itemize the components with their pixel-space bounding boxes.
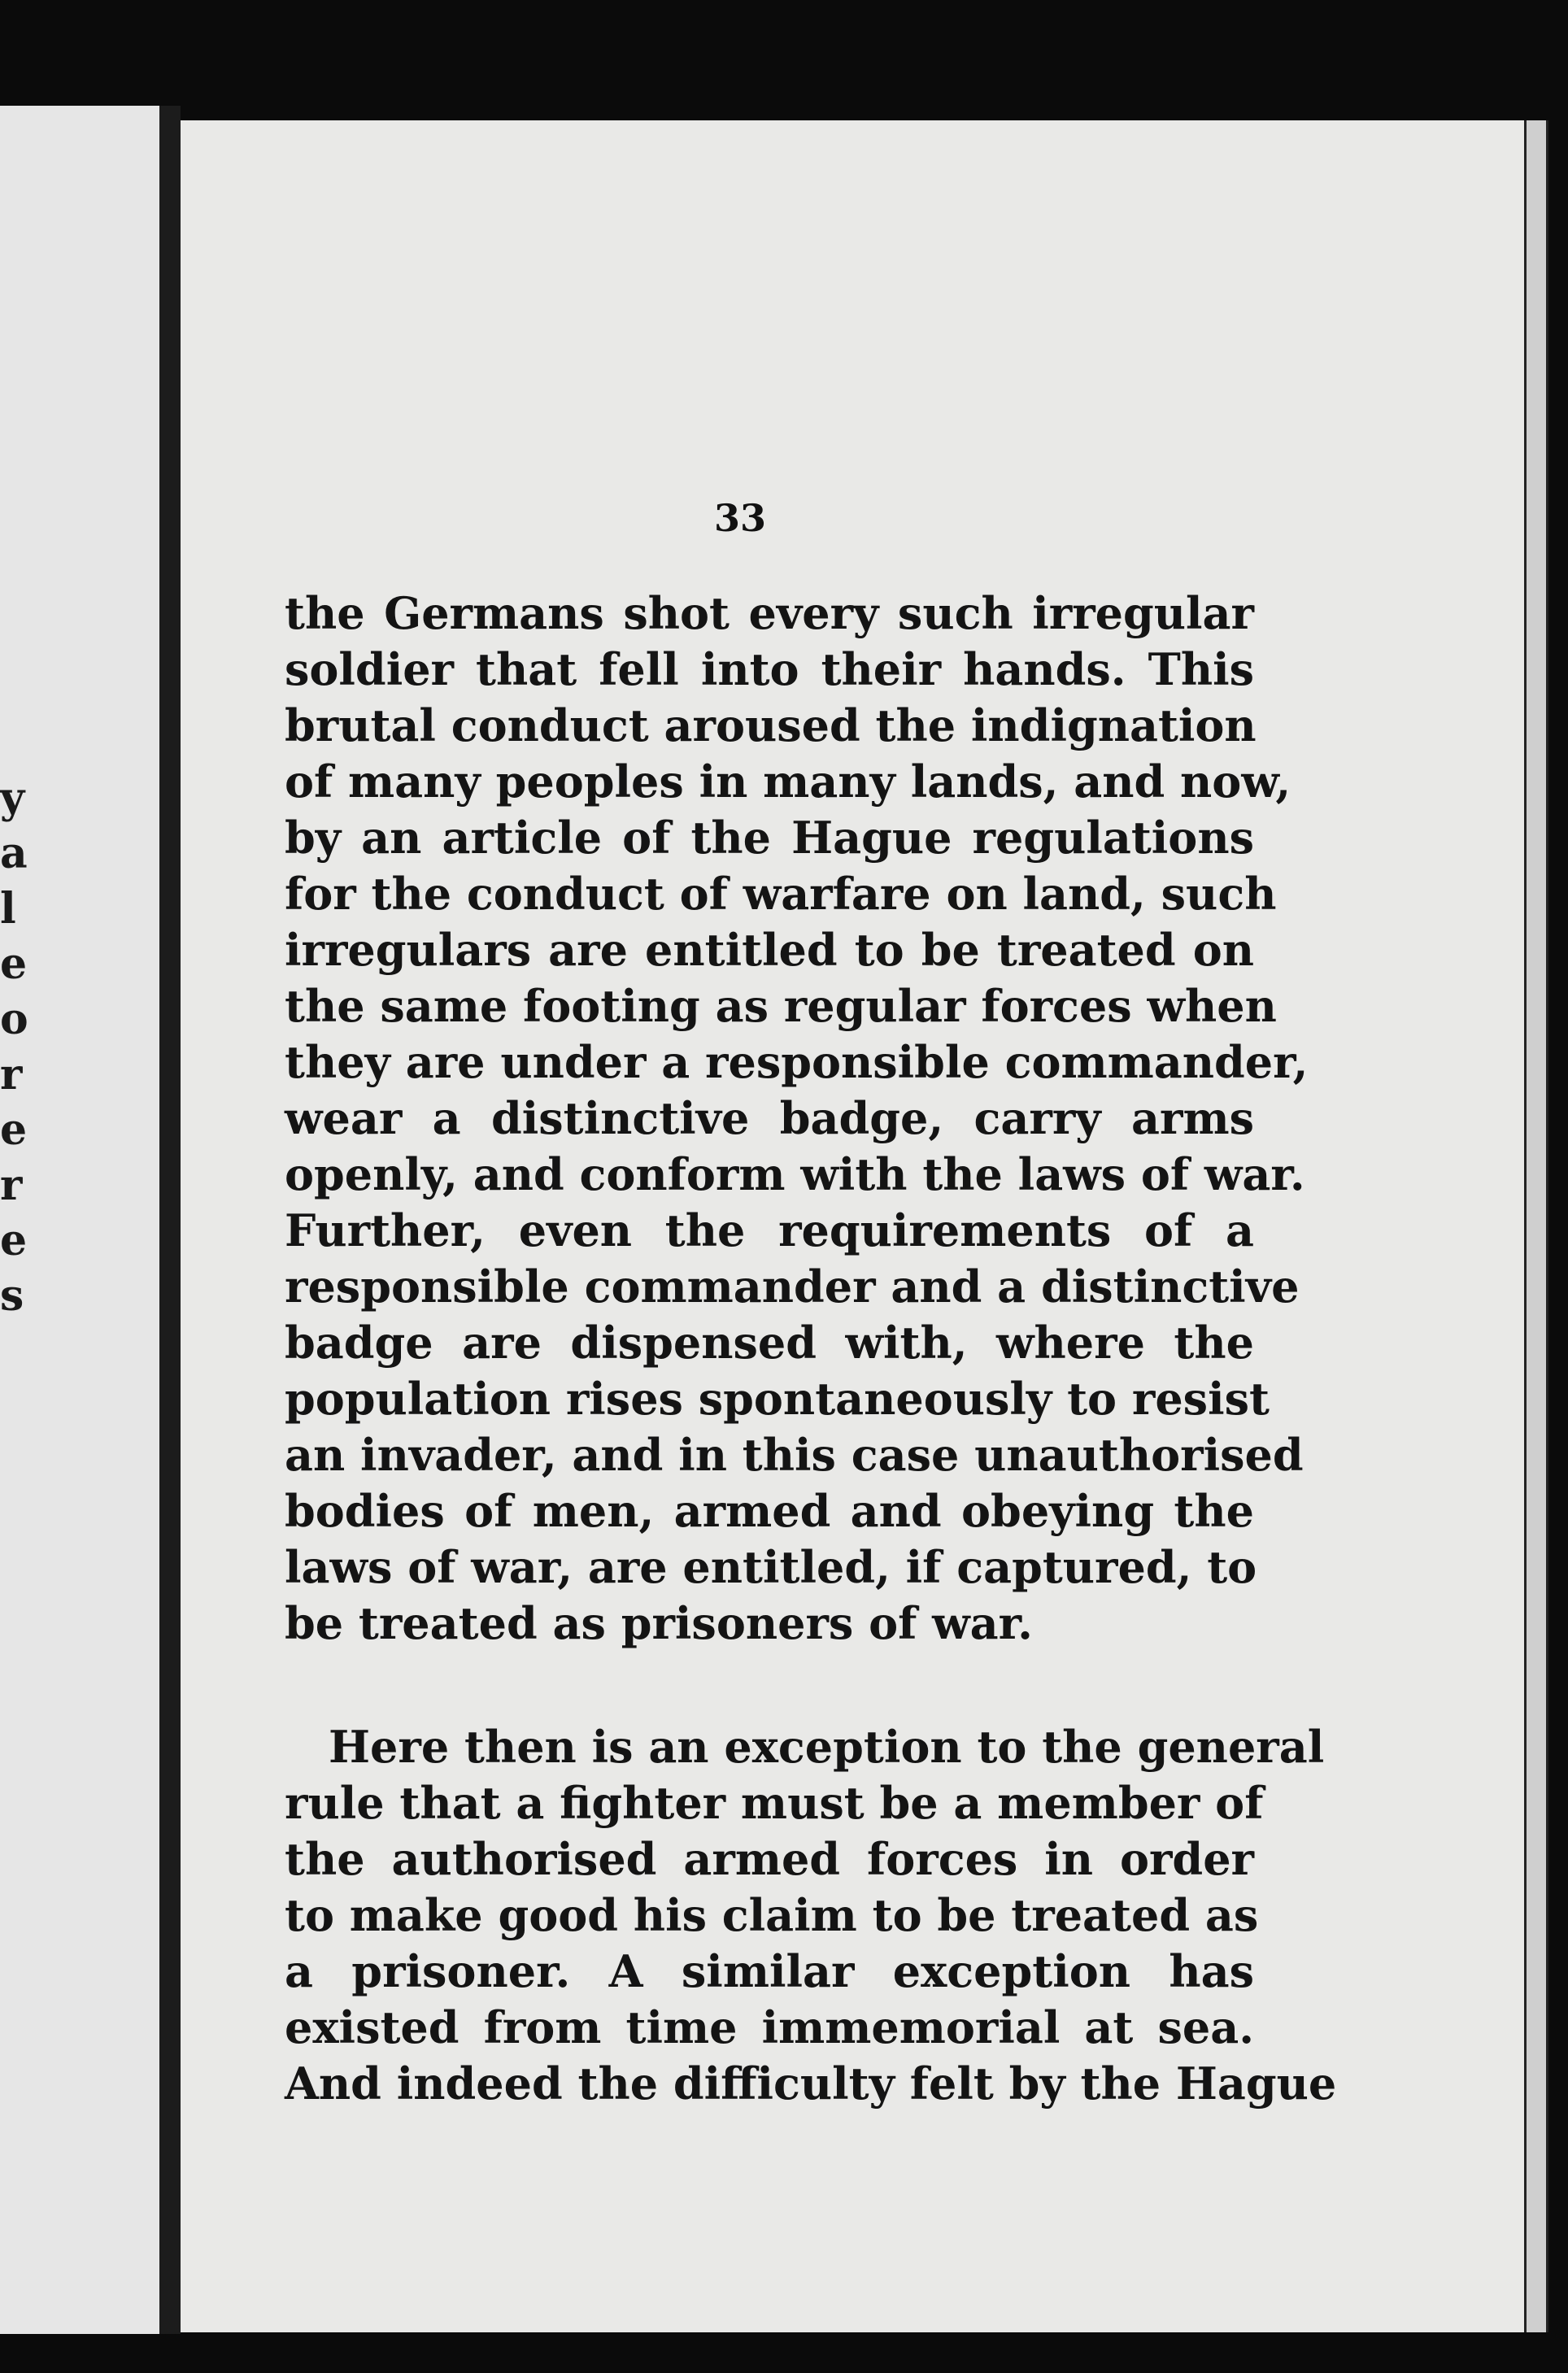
margin-letter: e: [0, 1105, 28, 1155]
text-line: brutal conduct aroused the indignation: [285, 699, 1257, 751]
text-line: responsible commander and a distinctive: [285, 1261, 1300, 1313]
margin-letter: s: [0, 1271, 24, 1321]
page-number: 33: [713, 496, 766, 540]
text-line: the Germans shot every such irregular: [285, 587, 1254, 639]
text-line: soldier that fell into their hands. This: [285, 643, 1254, 695]
text-line: existed from time immemorial at sea.: [285, 2001, 1254, 2053]
text-line: population rises spontaneously to resist: [285, 1373, 1270, 1425]
text-line: to make good his claim to be treated as: [285, 1889, 1259, 1941]
text-line: of many peoples in many lands, and now,: [285, 755, 1291, 808]
paragraph-1: [285, 586, 1309, 1652]
text-line: for the conduct of warfare on land, such: [285, 868, 1277, 920]
text-line: be treated as prisoners of war.: [285, 1597, 1033, 1649]
margin-letter: r: [0, 1050, 23, 1099]
margin-letter: o: [0, 995, 28, 1044]
page-right-edge: [1524, 120, 1548, 2332]
paragraph-2: [285, 1719, 1337, 2112]
facing-page-gutter: [159, 106, 181, 2334]
text-line: wear a distinctive badge, carry arms: [285, 1092, 1254, 1144]
text-line: irregulars are entitled to be treated on: [285, 924, 1254, 976]
facing-page-strip: [0, 106, 159, 2334]
text-line: the authorised armed forces in order: [285, 1833, 1254, 1885]
margin-letter: e: [0, 1216, 28, 1265]
text-line: by an article of the Hague regulations: [285, 812, 1254, 864]
text-line: an invader, and in this case unauthorised: [285, 1429, 1304, 1481]
margin-letter: l: [0, 884, 16, 934]
text-line: they are under a responsible commander,: [285, 1036, 1309, 1088]
text-line: the same footing as regular forces when: [285, 980, 1277, 1032]
text-line: badge are dispensed with, where the: [285, 1317, 1254, 1369]
text-line: rule that a fighter must be a member of: [285, 1777, 1264, 1829]
margin-letter: y: [0, 773, 25, 823]
main-page: [181, 120, 1524, 2332]
text-line: openly, and conform with the laws of war.: [285, 1148, 1305, 1200]
margin-letter: a: [0, 829, 28, 878]
text-line: a prisoner. A similar exception has: [285, 1945, 1254, 1997]
text-line: laws of war, are entitled, if captured, to: [285, 1541, 1257, 1593]
text-line: bodies of men, armed and obeying the: [285, 1485, 1254, 1537]
text-line: Here then is an exception to the general: [329, 1721, 1325, 1773]
margin-letter: r: [0, 1160, 23, 1210]
text-line: And indeed the difficulty felt by the Hague: [285, 2057, 1337, 2110]
text-line: Further, even the requirements of a: [285, 1204, 1254, 1256]
facing-page-margin-letters: [0, 771, 33, 1324]
margin-letter: e: [0, 939, 28, 989]
